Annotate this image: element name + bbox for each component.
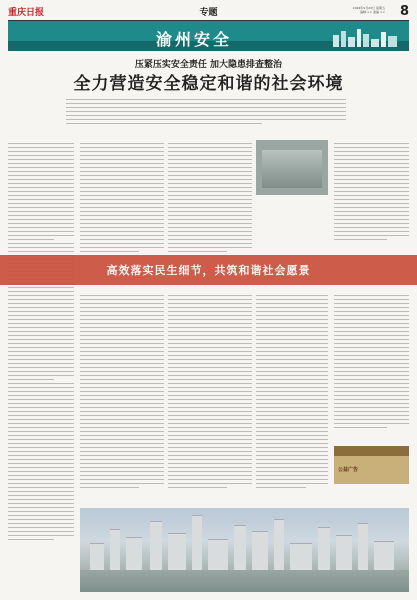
article-subhead: 压紧压实安全责任 加大隐患排查整治 xyxy=(134,60,283,70)
text-column xyxy=(80,292,164,502)
text-column xyxy=(168,140,252,260)
article-headline: 全力营造安全稳定和谐的社会环境 xyxy=(73,74,344,94)
masthead xyxy=(8,4,409,21)
ad-header xyxy=(334,446,409,456)
page-number: 8 xyxy=(399,4,409,19)
skyline-icon xyxy=(331,27,401,47)
text-column xyxy=(256,292,328,502)
newspaper-logo: 重庆日报 xyxy=(8,8,45,18)
ad-label: 公益广告 xyxy=(338,467,359,473)
banner-title: 渝州安全 xyxy=(156,30,233,49)
date-info xyxy=(305,6,385,14)
editor-line: 编辑 ×× 美编 ×× xyxy=(360,10,385,14)
advertisement xyxy=(334,446,409,484)
article-lead xyxy=(66,96,346,127)
article-photo xyxy=(256,140,328,195)
text-column xyxy=(168,292,252,502)
text-column xyxy=(334,292,409,442)
date-line: 2022年9月23日 星期五 xyxy=(352,6,385,10)
highlight-band xyxy=(0,255,417,285)
section-banner xyxy=(8,21,409,51)
river xyxy=(80,570,409,592)
text-column xyxy=(334,140,409,250)
highlight-text: 高效落实民生细节，共筑和谐社会愿景 xyxy=(106,264,311,277)
text-column xyxy=(8,140,74,580)
text-column xyxy=(80,140,164,260)
city-skyline-photo xyxy=(80,508,409,592)
section-title: 专题 xyxy=(199,7,218,17)
